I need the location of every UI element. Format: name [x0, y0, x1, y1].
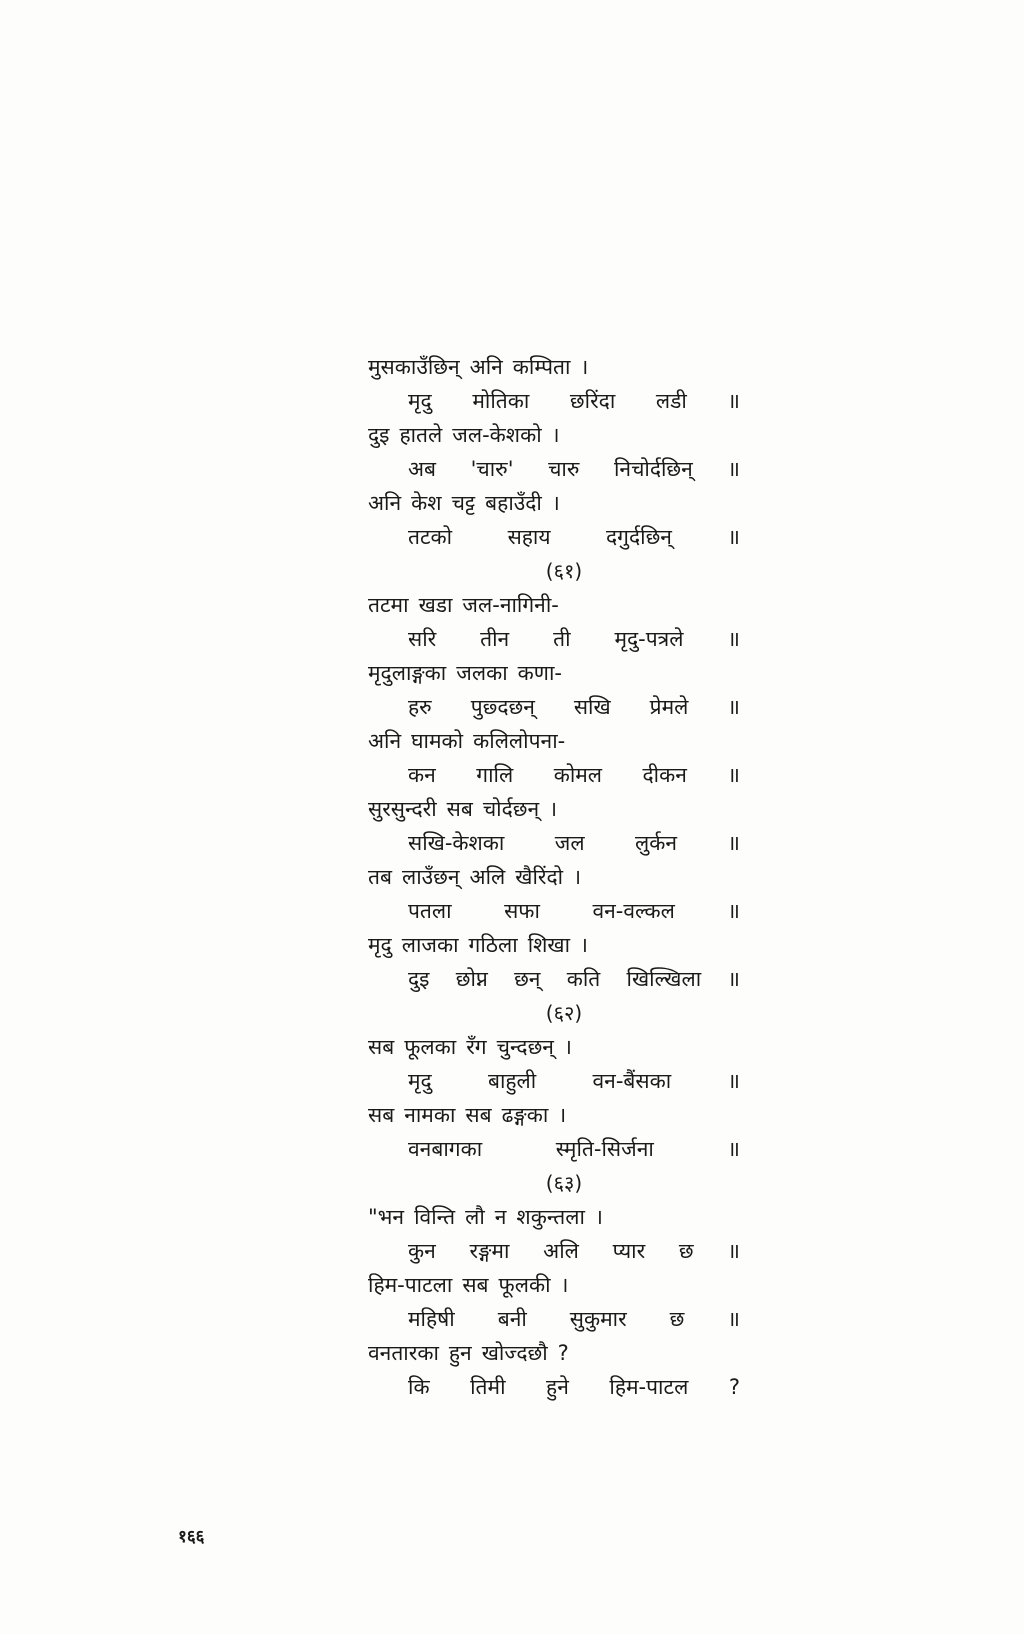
poem-word: स्मृति-सिर्जना	[555, 1137, 654, 1161]
poem-word: मृदु-पत्रले	[614, 627, 684, 651]
poem-line	[368, 1370, 740, 1404]
poem-word: ?	[557, 1341, 569, 1365]
poem-word: वनतारका	[368, 1341, 439, 1365]
poem-line	[368, 1132, 740, 1166]
poem-word: ।	[573, 865, 582, 889]
poem-line	[368, 486, 740, 520]
poem-word: सब	[446, 797, 473, 821]
poem-word: केश	[411, 491, 442, 515]
poem-word: अनि	[368, 729, 402, 753]
poem-word: ती	[553, 627, 571, 651]
poem-word: महिषी	[408, 1307, 455, 1331]
poem-word: पुछ्दछन्	[470, 695, 535, 719]
poem-word: (६३)	[545, 1171, 583, 1195]
poem-word: हिम-पाटला	[368, 1273, 453, 1297]
poem-word: रङ्गमा	[469, 1239, 510, 1263]
poem-word: लुर्कन	[634, 831, 678, 855]
poem-word: अलि	[469, 865, 506, 889]
poem-word: सब	[465, 1103, 492, 1127]
verse-number	[368, 1166, 740, 1200]
poem-word: मृदुलाङ्गका	[368, 661, 447, 685]
poem-word: शकुन्तला	[516, 1205, 585, 1229]
poem-word: सब	[368, 1103, 395, 1127]
poem-word: ।	[594, 1205, 603, 1229]
poem-word: ॥	[727, 695, 740, 719]
poem-word: ॥	[727, 967, 740, 991]
poem-word: मोतिका	[472, 389, 530, 413]
page-number: १६६	[178, 1527, 205, 1547]
poem-word: तटमा	[368, 593, 409, 617]
poem-word: जल-केशको	[452, 423, 542, 447]
poem-word: हरु	[408, 695, 432, 719]
poem-word: शिखा	[527, 933, 571, 957]
poem-word: कन	[408, 763, 436, 787]
poem-word: लडी	[655, 389, 687, 413]
poem-word: पतला	[408, 899, 452, 923]
poem-word: चारु	[548, 457, 580, 481]
poem-line	[368, 1268, 740, 1302]
poem-line	[368, 690, 740, 724]
poem-word: निचोर्दछिन्	[613, 457, 693, 481]
poem-word: सखि-केशका	[408, 831, 505, 855]
poem-line	[368, 418, 740, 452]
poem-word: सरि	[408, 627, 437, 651]
poem-word: सब	[462, 1273, 489, 1297]
poem-word: जलका	[456, 661, 508, 685]
poem-word: कुन	[408, 1239, 436, 1263]
poem-word: अब	[408, 457, 437, 481]
poem-word: (६१)	[545, 559, 583, 583]
poem-line	[368, 1302, 740, 1336]
poem-word: ?	[728, 1375, 740, 1399]
poem-word: दुइ	[368, 423, 390, 447]
poem-word: कम्पिता	[512, 355, 571, 379]
poem-line	[368, 656, 740, 690]
poem-word: सब	[368, 1035, 395, 1059]
poem-word: कणा-	[517, 661, 562, 685]
poem-word: लाउँछन्	[401, 865, 460, 889]
poem-word: जल-नागिनी-	[462, 593, 559, 617]
poem-word: कलिलोपना-	[473, 729, 566, 753]
poem-word: मृदु	[368, 933, 392, 957]
poem-line	[368, 452, 740, 486]
poem-word: फूलका	[404, 1035, 457, 1059]
poem-word: ।	[551, 423, 560, 447]
poem-word: खोज्दछौ	[481, 1341, 548, 1365]
poem-word: खिल्खिला	[626, 967, 702, 991]
poem-word: खडा	[418, 593, 453, 617]
poem-word: ॥	[727, 457, 740, 481]
poem-line	[368, 928, 740, 962]
poem-word: तीन	[480, 627, 510, 651]
poem-word: वन-बैंसका	[592, 1069, 672, 1093]
poem-word: तटको	[408, 525, 453, 549]
poem-word: ॥	[727, 763, 740, 787]
poem-word: (६२)	[545, 1001, 583, 1025]
poem-word: गालि	[476, 763, 514, 787]
poem-word: अनि	[368, 491, 402, 515]
poem-word: दगुर्दछिन्	[606, 525, 672, 549]
poem-word: दुइ	[408, 967, 430, 991]
poem-word: जल	[554, 831, 585, 855]
poem-word: लौ	[465, 1205, 485, 1229]
poem-line	[368, 622, 740, 656]
poem-word: लाजका	[401, 933, 459, 957]
poem-line	[368, 792, 740, 826]
poem-word: ॥	[727, 1307, 740, 1331]
poem-line	[368, 724, 740, 758]
poem-line	[368, 1200, 740, 1234]
poem-word: कोमल	[553, 763, 603, 787]
poem-word: "भन	[368, 1205, 405, 1229]
poem-word: ॥	[727, 1137, 740, 1161]
poem-word: रँग	[466, 1035, 487, 1059]
poem-word: न	[494, 1205, 507, 1229]
poem-word: ।	[580, 355, 589, 379]
poem-word: 'चारु'	[470, 457, 514, 481]
poem-word: वनबागका	[408, 1137, 483, 1161]
poem-word: चुन्दछन्	[496, 1035, 554, 1059]
poem-word: ॥	[727, 389, 740, 413]
poem-word: अनि	[469, 355, 503, 379]
poem-word: तब	[368, 865, 392, 889]
verse-number	[368, 554, 740, 588]
poem-word: ॥	[727, 1069, 740, 1093]
poem-line	[368, 350, 740, 384]
poem-word: ॥	[727, 627, 740, 651]
poem-word: सहाय	[507, 525, 551, 549]
poem-word: हातले	[399, 423, 443, 447]
poem-word: ।	[563, 1035, 572, 1059]
poem-word: छन्	[514, 967, 541, 991]
poem-word: कति	[566, 967, 601, 991]
poem-word: ।	[549, 797, 558, 821]
poem-word: प्रेमले	[649, 695, 689, 719]
poem-word: हुन	[448, 1341, 472, 1365]
poem-word: तिमी	[470, 1375, 506, 1399]
poem-line	[368, 520, 740, 554]
poem-word: ॥	[727, 831, 740, 855]
poem-word: सुकुमार	[569, 1307, 627, 1331]
poem-word: ।	[560, 1273, 569, 1297]
poem-word: हिम-पाटल	[609, 1375, 689, 1399]
poem-word: मुसकाउँछिन्	[368, 355, 460, 379]
poem-word: छोप्न	[455, 967, 488, 991]
poem-word: छ	[678, 1239, 694, 1263]
poem-word: अलि	[543, 1239, 579, 1263]
poem-word: ।	[558, 1103, 567, 1127]
poem-word: ढङ्गका	[501, 1103, 549, 1127]
poem-line	[368, 826, 740, 860]
poem-word: ॥	[727, 525, 740, 549]
poem-line	[368, 894, 740, 928]
poem-word: मृदु	[408, 1069, 432, 1093]
poem-line	[368, 1234, 740, 1268]
poem-body	[368, 350, 740, 1404]
poem-word: ॥	[727, 1239, 740, 1263]
poem-word: घामको	[411, 729, 464, 753]
poem-line	[368, 758, 740, 792]
poem-line	[368, 1064, 740, 1098]
poem-word: सखि	[573, 695, 611, 719]
poem-word: चट्ट	[451, 491, 476, 515]
poem-line	[368, 1030, 740, 1064]
poem-line	[368, 588, 740, 622]
poem-word: ।	[551, 491, 560, 515]
poem-word: खैरिंदो	[515, 865, 564, 889]
poem-word: सफा	[504, 899, 540, 923]
poem-word: दीकन	[642, 763, 687, 787]
poem-word: छरिंदा	[569, 389, 616, 413]
poem-word: वन-वल्कल	[592, 899, 675, 923]
poem-line	[368, 1336, 740, 1370]
poem-word: बहाउँदी	[485, 491, 542, 515]
poem-line	[368, 962, 740, 996]
poem-line	[368, 860, 740, 894]
poem-word: हुने	[546, 1375, 569, 1399]
poem-word: प्यार	[612, 1239, 646, 1263]
poem-word: मृदु	[408, 389, 432, 413]
poem-word: बाहुली	[487, 1069, 537, 1093]
poem-word: ॥	[727, 899, 740, 923]
poem-word: बनी	[497, 1307, 527, 1331]
poem-word: ।	[580, 933, 588, 957]
verse-number	[368, 996, 740, 1030]
poem-word: कि	[408, 1375, 430, 1399]
poem-word: नामका	[404, 1103, 456, 1127]
poem-word: चोर्दछन्	[482, 797, 540, 821]
poem-word: सुरसुन्दरी	[368, 797, 437, 821]
poem-word: फूलकी	[498, 1273, 551, 1297]
poem-word: छ	[669, 1307, 685, 1331]
poem-word: गठिला	[468, 933, 518, 957]
poem-line	[368, 1098, 740, 1132]
poem-line	[368, 384, 740, 418]
poem-word: विन्ति	[414, 1205, 456, 1229]
